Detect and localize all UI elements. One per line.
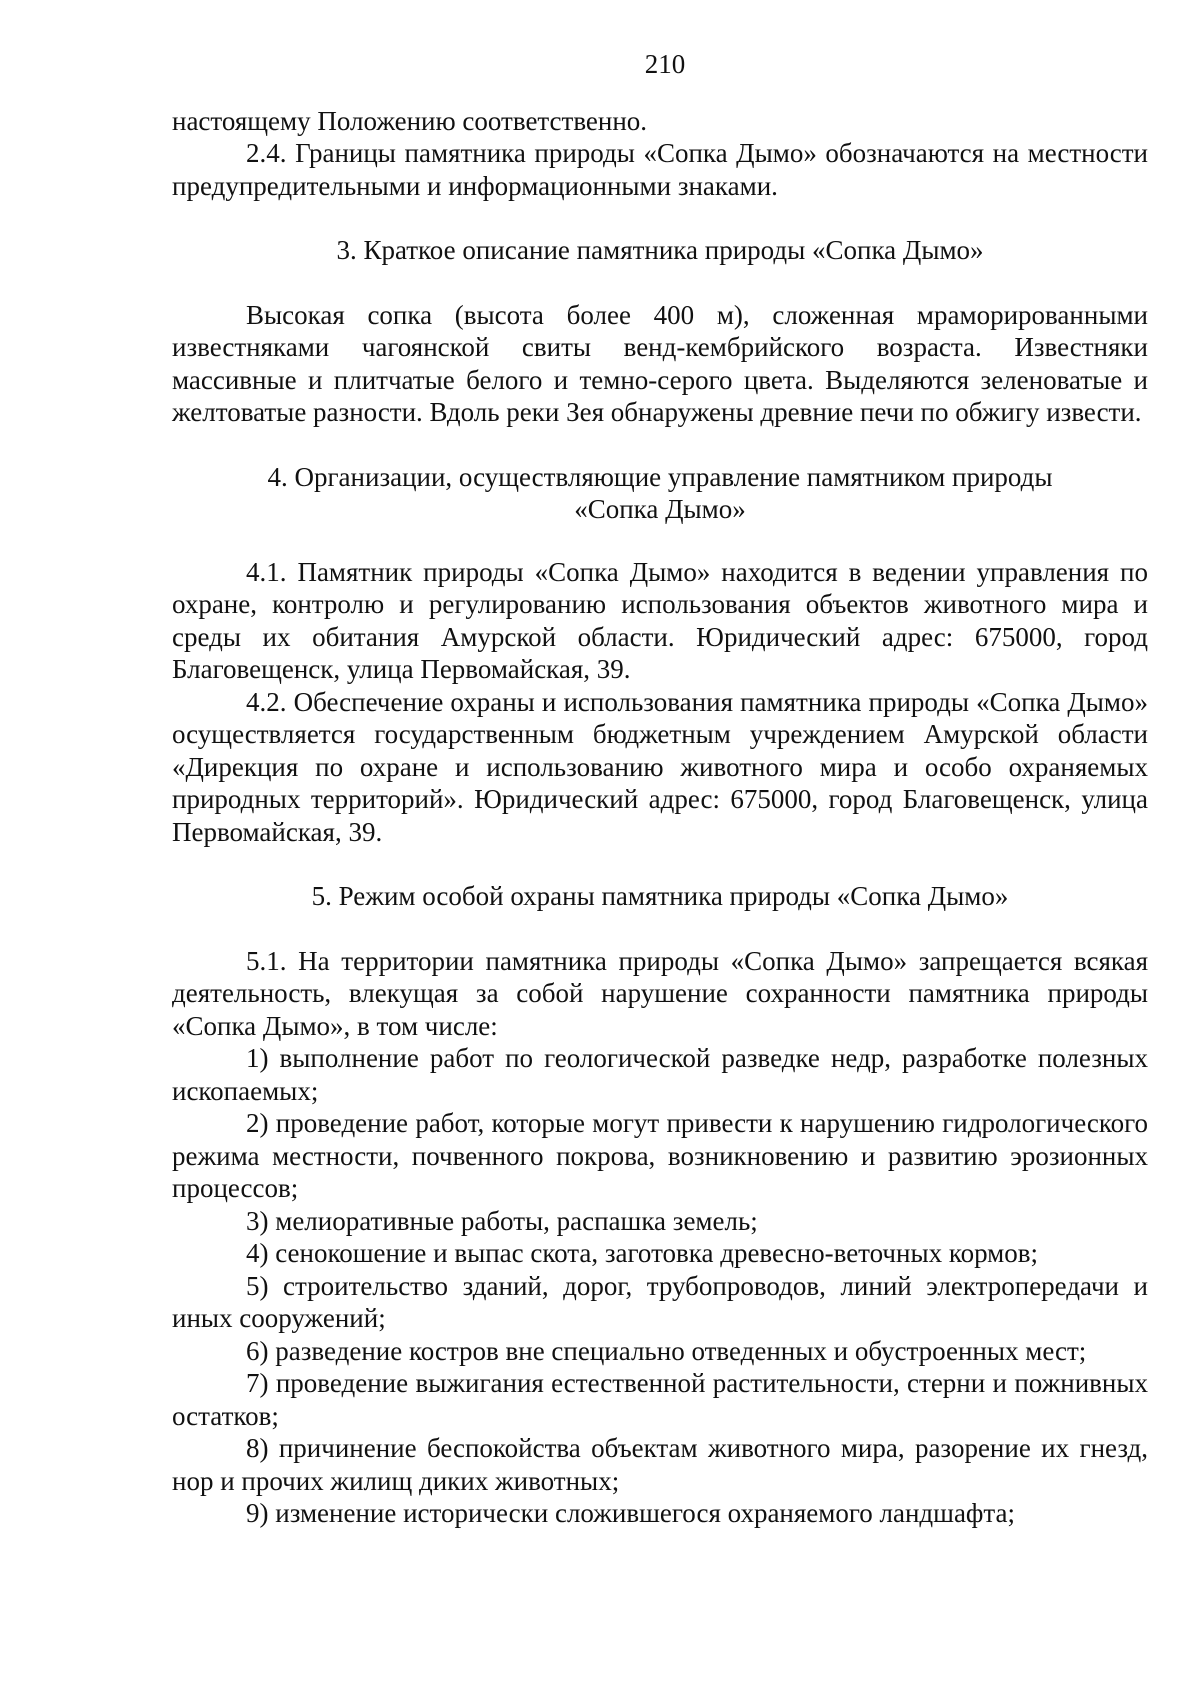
section-5-heading: 5. Режим особой охраны памятника природы «Сопка Дымо»: [311, 881, 1009, 911]
list-item: 2) проведение работ, которые могут привести к нарушению гидрологического режима местности, почвенного покрова, возникновению и развитию эрозионных процессов;: [172, 1108, 1148, 1203]
list-item: 8) причинение беспокойства объектам животного мира, разорение их гнезд, нор и прочих жилищ диких животных;: [172, 1433, 1148, 1496]
list-item: 5) строительство зданий, дорог, трубопроводов, линий электропередачи и иных сооружений;: [172, 1270, 1148, 1333]
section-3-heading: 3. Краткое описание памятника природы «Сопка Дымо»: [336, 235, 984, 265]
list-item: 6) разведение костров вне специально отведенных и обустроенных мест;: [246, 1335, 1087, 1366]
section-4-heading: [172, 461, 1148, 526]
section-4-heading-line2: «Сопка Дымо»: [574, 494, 746, 524]
paragraph-2-4: 2.4. Границы памятника природы «Сопка Дымо» обозначаются на местности предупредительными и информационными знаками.: [172, 138, 1148, 201]
list-item: 4) сенокошение и выпас скота, заготовка древесно-веточных кормов;: [246, 1238, 1039, 1268]
paragraph-5-1: 5.1. На территории памятника природы «Сопка Дымо» запрещается всякая деятельность, влекущая за собой нарушение сохранности памятника природы «Сопка Дымо», в том числе:: [172, 945, 1148, 1041]
continuation-line: настоящему Положению соответственно.: [172, 105, 648, 136]
list-item: 3) мелиоративные работы, распашка земель;: [246, 1205, 758, 1236]
page-number: 210: [644, 49, 686, 79]
list-item: 1) выполнение работ по геологической разведке недр, разработке полезных ископаемых;: [172, 1043, 1148, 1106]
list-item: 9) изменение исторически сложившегося охраняемого ландшафта;: [246, 1498, 1016, 1528]
section-3-text: Высокая сопка (высота более 400 м), сложенная мраморированными известняками чагоянской свиты венд-кембрийского возраста. Известняки массивные и плитчатые белого и темно-серого цвета. Выделяются зеленоватые и желтоватые разности. Вдоль реки Зея обнаружены древние печи по обжигу извести.: [172, 299, 1148, 427]
paragraph-4-2: 4.2. Обеспечение охраны и использования памятника природы «Сопка Дымо» осуществляется государственным бюджетным учреждением Амурской области «Дирекция по охране и использованию животного мира и особо охраняемых природных территорий». Юридический адрес: 675000, город Благовещенск, улица Первомайская, 39.: [172, 686, 1148, 847]
list-item: 7) проведение выжигания естественной растительности, стерни и пожнивных остатков;: [172, 1368, 1148, 1431]
section-4-heading-line1: 4. Организации, осуществляющие управление памятником природы: [267, 461, 1053, 492]
paragraph-4-1: 4.1. Памятник природы «Сопка Дымо» находится в ведении управления по охране, контролю и регулированию использования объектов животного мира и среды их обитания Амурской области. Юридический адрес: 675000, город Благовещенск, улица Первомайская, 39.: [172, 556, 1148, 684]
